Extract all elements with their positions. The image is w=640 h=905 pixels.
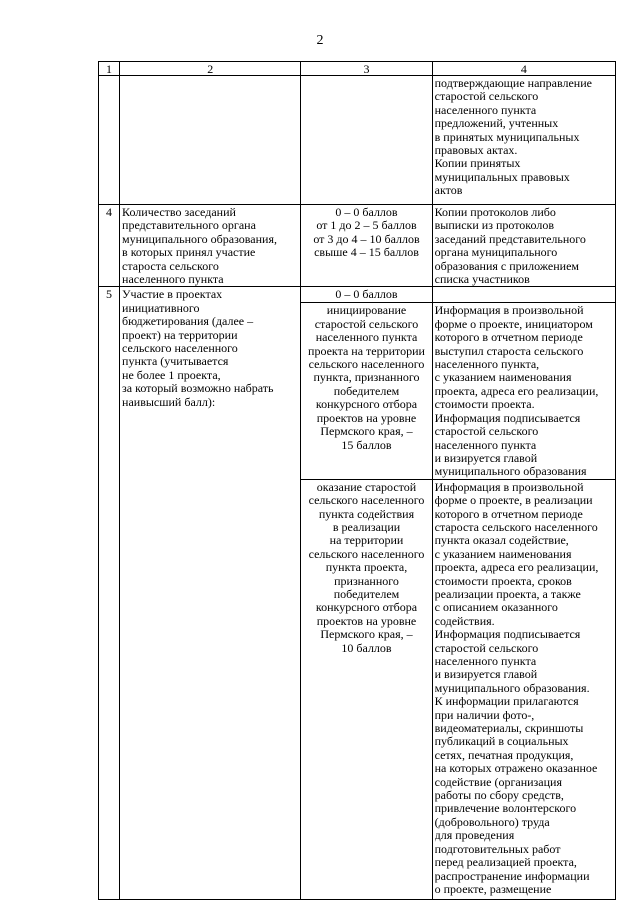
cell-line: форме о проекте, в реализации [434, 494, 593, 508]
cell-line: 15 баллов [341, 438, 392, 452]
cell-line: которого в отчетном периоде [434, 507, 583, 521]
cell-line: и визируется главой [434, 668, 538, 682]
cell-line: проектов на уровне [316, 411, 417, 425]
cell-line: форме о проекте, инициатором [434, 317, 593, 331]
cell-line: старостой сельского [434, 425, 539, 439]
cell-line: подтверждающие направление [434, 77, 592, 90]
cell-line: муниципального образования. [434, 681, 590, 695]
row5-documents-assistance [432, 479, 615, 899]
cell-line: признанного [334, 574, 399, 588]
cell-line: публикаций в социальных [434, 735, 569, 749]
cell-line: с описанием оказанного [434, 601, 558, 615]
cell-line: конкурсного отбора [315, 601, 418, 615]
cell-line: Информация подписывается [434, 628, 581, 642]
cell-line: проект) на территории [122, 328, 238, 342]
cell-line: победителем [333, 587, 400, 601]
page-number: 2 [316, 33, 324, 48]
row5-criterion [120, 287, 301, 899]
cell-line: инициативного [122, 301, 200, 315]
cell-line: 10 баллов [341, 641, 392, 655]
row5-score-assistance [301, 479, 432, 899]
cell-line: распространение информации [434, 869, 590, 883]
cell-line: бюджетирования (далее – [122, 315, 254, 329]
cell-line: сетях, печатная продукция, [434, 748, 574, 762]
cell-line: проектов на уровне [316, 614, 417, 628]
row4-documents [432, 205, 615, 287]
cell-line: содействие (организация [434, 775, 562, 789]
cell-line: заседаний представительного [434, 232, 586, 246]
cell-line: стоимости проекта. [434, 398, 535, 412]
cell-line: Пермского края, – [320, 628, 413, 642]
cell-line: Пермского края, – [320, 425, 413, 439]
cell-line: выступил староста сельского [434, 344, 584, 358]
cell-line: населенного пункта [122, 273, 224, 287]
cell-line: пункта проекта, [325, 561, 408, 575]
cell-line: старостой сельского [314, 317, 419, 331]
cell-line: населенного пункта [315, 331, 418, 345]
cell-line: сельского населенного [308, 547, 425, 561]
cell-line: населенного пункта [434, 103, 537, 117]
cont-cell-criterion [120, 76, 301, 205]
cell-line: населенного пункта [434, 655, 537, 668]
cell-line: содействия. [434, 614, 495, 628]
cell-line: с указанием наименования [434, 371, 572, 385]
cell-line: старостой сельского [434, 90, 539, 104]
cell-line: пункта содействия [318, 507, 415, 521]
cell-line: за который возможно набрать [122, 382, 274, 396]
cont-cell-num [99, 76, 120, 205]
cell-line: реализации проекта, а также [434, 587, 581, 601]
header-cell-4: 4 [432, 62, 615, 76]
cell-line: Информация подписывается [434, 411, 581, 425]
cell-line: Количество заседаний [122, 206, 236, 219]
cell-line: на территории [329, 534, 404, 548]
row4-number: 4 [99, 205, 120, 287]
cell-line: староста сельского населенного [434, 520, 598, 534]
row4-criterion [120, 205, 301, 287]
cell-line: проекта, адреса его реализации, [434, 384, 599, 398]
cell-line: работы по сбору средств, [434, 789, 564, 803]
cell-line: Информация в произвольной [434, 304, 584, 318]
cell-line: не более 1 проекта, [122, 368, 221, 382]
cell-line: видеоматериалы, скриншоты [434, 722, 584, 736]
cell-line: Копии принятых [434, 157, 521, 171]
cell-line: представительного органа [122, 219, 256, 233]
cont-cell-score [301, 76, 432, 205]
cell-line: 0 – 0 баллов [335, 206, 398, 219]
row5-score-zero: 0 – 0 баллов [301, 287, 432, 303]
cell-line: при наличии фото-, [434, 708, 535, 722]
cell-line: пункта, признанного [313, 371, 420, 385]
cell-line: населенного пункта, [434, 358, 540, 372]
cell-line: предложений, учтенных [434, 117, 559, 131]
cell-line: которого в отчетном периоде [434, 331, 583, 345]
table-row-4 [99, 205, 616, 287]
cell-line: сельского населенного [122, 342, 238, 356]
cell-line: (добровольного) труда [434, 815, 550, 829]
cell-line: от 3 до 4 – 10 баллов [313, 232, 420, 246]
cell-line: конкурсного отбора [315, 398, 418, 412]
cell-line: правовых актах. [434, 144, 518, 158]
cell-line: актов [434, 184, 463, 198]
cell-line: от 1 до 2 – 5 баллов [316, 219, 417, 233]
row5-documents-zero [432, 287, 615, 303]
header-cell-3: 3 [301, 62, 432, 76]
table-row-continuation [99, 76, 616, 205]
cell-line: наивысший балл): [122, 395, 216, 409]
cell-line: проекта, адреса его реализации, [434, 561, 599, 575]
cell-line: образования с приложением [434, 259, 580, 273]
cell-line: муниципального образования, [122, 232, 277, 246]
cell-line: в принятых муниципальных [434, 130, 580, 144]
cell-line: пункта (учитывается [122, 355, 229, 369]
cell-line: сельского населенного [308, 358, 425, 372]
cell-line: муниципальных правовых [434, 170, 570, 184]
cell-line: оказание старостой [316, 480, 417, 494]
table-header-row [99, 62, 616, 76]
cell-line: Участие в проектах [122, 288, 223, 302]
cell-line: в реализации [332, 520, 401, 534]
cell-line: для проведения [434, 829, 515, 843]
row4-score [301, 205, 432, 287]
cell-line: победителем [333, 384, 400, 398]
table-row-5-zero [99, 287, 616, 303]
criteria-table [98, 61, 616, 900]
cell-line: и визируется главой [434, 451, 538, 465]
cell-line: муниципального образования [434, 465, 587, 479]
cell-line: сельского населенного [308, 494, 425, 508]
row5-documents-initiation [432, 303, 615, 479]
cell-line: с указанием наименования [434, 547, 572, 561]
cell-line: о проекте, размещение [434, 882, 552, 896]
cell-line: на которых отражено оказанное [434, 762, 598, 776]
cell-line: привлечение волонтерского [434, 802, 577, 816]
cell-line: перед реализацией проекта, [434, 856, 577, 870]
cell-line: инициирование [326, 304, 407, 318]
cell-line: населенного пункта [434, 438, 537, 452]
cell-line: свыше 4 – 15 баллов [314, 246, 419, 260]
header-cell-1: 1 [99, 62, 120, 76]
cell-line: проекта на территории [308, 344, 425, 358]
row5-number: 5 [99, 287, 120, 899]
row5-score-initiation [301, 303, 432, 479]
header-cell-2: 2 [120, 62, 301, 76]
cell-line: староста сельского [122, 259, 219, 273]
cell-line: Копии протоколов либо [434, 206, 556, 219]
cell-line: в которых принял участие [122, 246, 256, 260]
cell-line: выписки из протоколов [434, 219, 555, 233]
cell-line: старостой сельского [434, 641, 539, 655]
cell-line: списка участников [434, 273, 530, 287]
cont-cell-documents [432, 76, 615, 205]
cell-line: Информация в произвольной [434, 480, 584, 494]
cell-line: подготовительных работ [434, 842, 561, 856]
cell-line: пункта оказал содействие, [434, 534, 569, 548]
cell-line: К информации прилагаются [434, 695, 579, 709]
cell-line: стоимости проекта, сроков [434, 574, 572, 588]
cell-line: органа муниципального [434, 246, 558, 260]
